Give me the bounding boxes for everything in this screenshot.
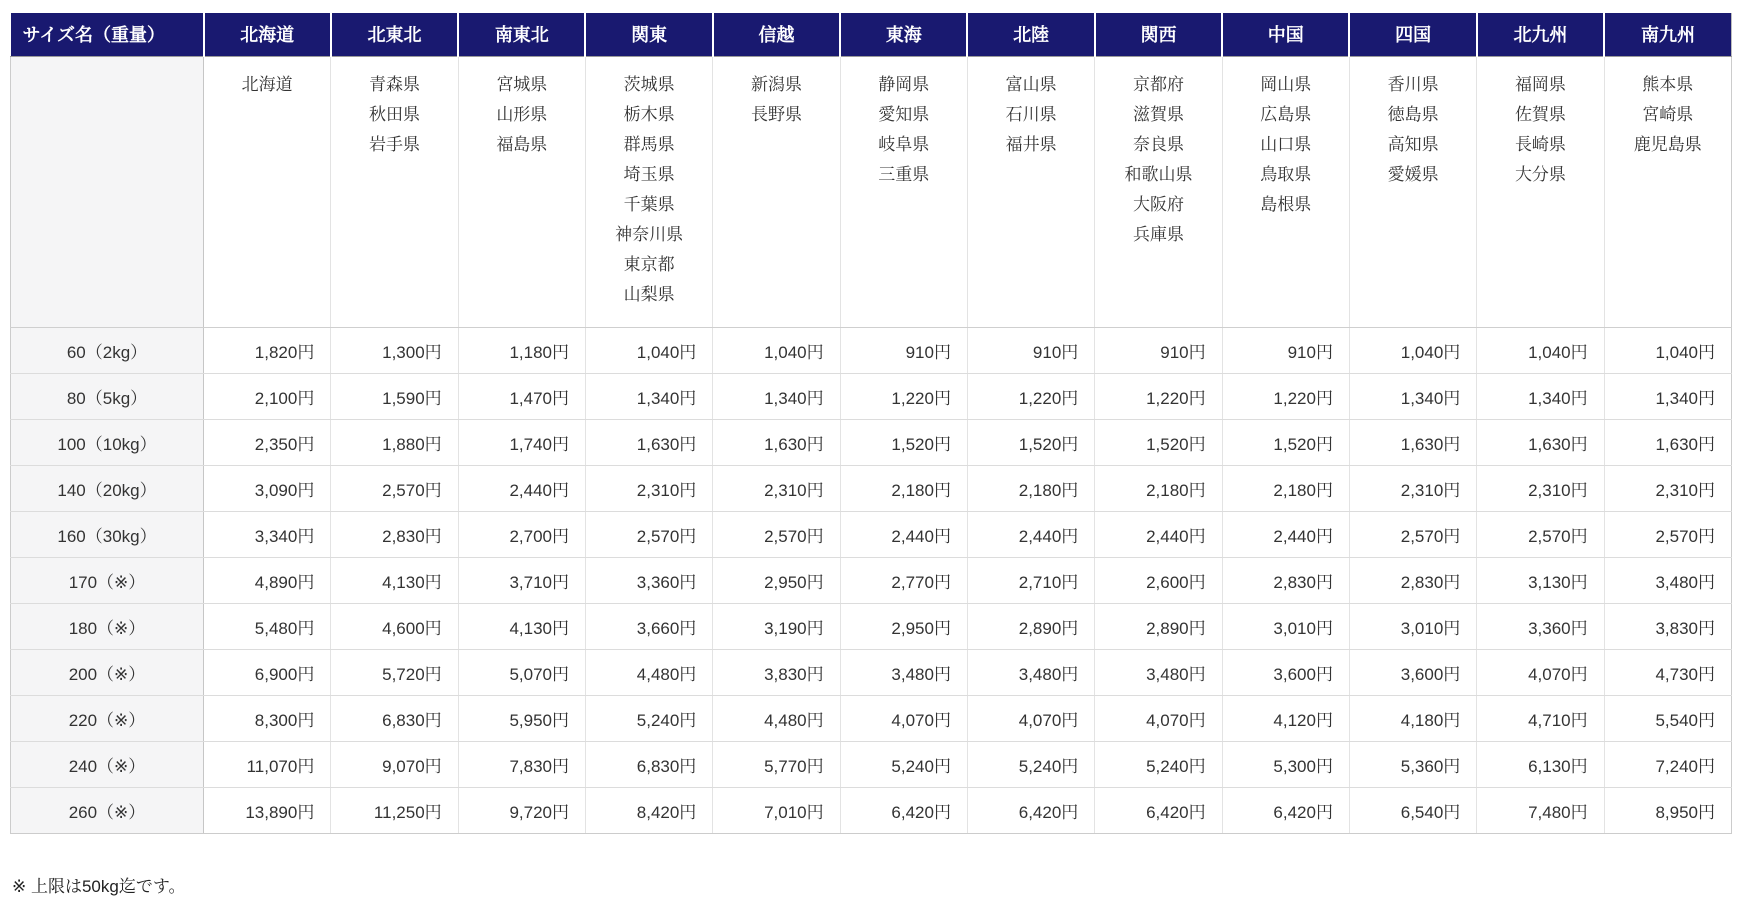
price-cell: 5,070円 <box>458 649 585 695</box>
price-cell: 4,480円 <box>585 649 712 695</box>
region-header-8: 関西 <box>1095 13 1222 56</box>
price-cell: 1,180円 <box>458 327 585 373</box>
prefecture-list-3 <box>458 56 585 327</box>
size-label: 100（10kg） <box>11 419 204 465</box>
prefecture-name: 山口県 <box>1260 134 1312 154</box>
prefecture-name: 千葉県 <box>623 194 675 214</box>
price-cell: 2,310円 <box>585 465 712 511</box>
price-cell: 1,630円 <box>585 419 712 465</box>
price-cell: 5,300円 <box>1222 741 1349 787</box>
prefecture-name: 京都府 <box>1132 74 1184 94</box>
prefecture-name: 北海道 <box>241 74 293 94</box>
rate-row <box>11 695 1732 741</box>
price-cell: 2,890円 <box>967 603 1094 649</box>
prefecture-name: 宮城県 <box>496 74 548 94</box>
prefecture-list-12 <box>1604 56 1731 327</box>
price-cell: 910円 <box>967 327 1094 373</box>
price-cell: 2,770円 <box>840 557 967 603</box>
region-header-12: 南九州 <box>1604 13 1731 56</box>
prefecture-name: 東京都 <box>623 254 675 274</box>
price-cell: 6,130円 <box>1477 741 1604 787</box>
region-header-10: 四国 <box>1349 13 1476 56</box>
price-cell: 1,040円 <box>1477 327 1604 373</box>
prefecture-name: 熊本県 <box>1642 74 1694 94</box>
region-header-9: 中国 <box>1222 13 1349 56</box>
price-cell: 6,540円 <box>1349 787 1476 833</box>
shipping-rates-table <box>10 13 1732 834</box>
price-cell: 2,950円 <box>840 603 967 649</box>
prefecture-name: 埼玉県 <box>623 164 675 184</box>
rate-row <box>11 649 1732 695</box>
prefecture-name: 青森県 <box>368 74 420 94</box>
price-cell: 3,190円 <box>713 603 840 649</box>
prefecture-list-7 <box>967 56 1094 327</box>
price-cell: 2,100円 <box>204 373 331 419</box>
size-label: 180（※） <box>11 603 204 649</box>
prefecture-name: 三重県 <box>878 164 930 184</box>
size-label: 60（2kg） <box>11 327 204 373</box>
table-header-row <box>11 13 1732 56</box>
price-cell: 6,830円 <box>585 741 712 787</box>
price-cell: 2,310円 <box>1477 465 1604 511</box>
price-cell: 5,360円 <box>1349 741 1476 787</box>
prefecture-list-4 <box>585 56 712 327</box>
price-cell: 3,480円 <box>1604 557 1731 603</box>
price-cell: 1,340円 <box>1349 373 1476 419</box>
price-cell: 3,010円 <box>1349 603 1476 649</box>
region-header-3: 南東北 <box>458 13 585 56</box>
prefecture-name: 広島県 <box>1260 104 1312 124</box>
prefecture-name: 山梨県 <box>623 284 675 304</box>
prefecture-list-1 <box>204 56 331 327</box>
price-cell: 5,240円 <box>967 741 1094 787</box>
price-cell: 5,540円 <box>1604 695 1731 741</box>
prefecture-name: 香川県 <box>1387 74 1439 94</box>
price-cell: 2,700円 <box>458 511 585 557</box>
rate-row <box>11 603 1732 649</box>
price-cell: 6,830円 <box>331 695 458 741</box>
price-cell: 2,950円 <box>713 557 840 603</box>
price-cell: 11,250円 <box>331 787 458 833</box>
price-cell: 2,440円 <box>1095 511 1222 557</box>
prefecture-list-6 <box>840 56 967 327</box>
price-cell: 1,630円 <box>713 419 840 465</box>
price-cell: 2,310円 <box>1349 465 1476 511</box>
prefecture-name: 群馬県 <box>623 134 675 154</box>
price-cell: 2,830円 <box>1349 557 1476 603</box>
price-cell: 1,040円 <box>585 327 712 373</box>
price-cell: 2,310円 <box>1604 465 1731 511</box>
price-cell: 2,180円 <box>1222 465 1349 511</box>
price-cell: 3,480円 <box>1095 649 1222 695</box>
prefecture-name: 愛媛県 <box>1387 164 1439 184</box>
prefecture-name: 鳥取県 <box>1260 164 1312 184</box>
prefecture-name: 兵庫県 <box>1132 224 1184 244</box>
price-cell: 2,570円 <box>331 465 458 511</box>
prefecture-name: 石川県 <box>1005 104 1057 124</box>
price-cell: 1,340円 <box>585 373 712 419</box>
price-cell: 3,360円 <box>1477 603 1604 649</box>
prefecture-name: 秋田県 <box>368 104 420 124</box>
prefecture-name: 福島県 <box>496 134 548 154</box>
price-cell: 910円 <box>1222 327 1349 373</box>
prefecture-row <box>11 56 1732 327</box>
price-cell: 2,440円 <box>840 511 967 557</box>
prefecture-name: 愛知県 <box>878 104 930 124</box>
price-cell: 910円 <box>1095 327 1222 373</box>
price-cell: 1,040円 <box>1349 327 1476 373</box>
prefecture-name: 山形県 <box>496 104 548 124</box>
price-cell: 1,340円 <box>713 373 840 419</box>
price-cell: 5,720円 <box>331 649 458 695</box>
prefecture-name: 島根県 <box>1260 194 1312 214</box>
price-cell: 8,950円 <box>1604 787 1731 833</box>
price-cell: 3,340円 <box>204 511 331 557</box>
price-cell: 4,070円 <box>1095 695 1222 741</box>
price-cell: 2,890円 <box>1095 603 1222 649</box>
rate-row <box>11 419 1732 465</box>
price-cell: 4,730円 <box>1604 649 1731 695</box>
prefecture-row-size-cell <box>11 56 204 327</box>
price-cell: 1,630円 <box>1477 419 1604 465</box>
price-cell: 2,310円 <box>713 465 840 511</box>
price-cell: 2,830円 <box>1222 557 1349 603</box>
price-cell: 3,830円 <box>713 649 840 695</box>
price-cell: 3,830円 <box>1604 603 1731 649</box>
price-cell: 2,570円 <box>1477 511 1604 557</box>
prefecture-name: 大分県 <box>1514 164 1566 184</box>
region-header-1: 北海道 <box>204 13 331 56</box>
rate-row <box>11 373 1732 419</box>
price-cell: 5,240円 <box>840 741 967 787</box>
price-cell: 2,440円 <box>1222 511 1349 557</box>
price-cell: 1,220円 <box>840 373 967 419</box>
region-header-6: 東海 <box>840 13 967 56</box>
prefecture-name: 長崎県 <box>1514 134 1566 154</box>
price-cell: 4,710円 <box>1477 695 1604 741</box>
prefecture-list-2 <box>331 56 458 327</box>
price-cell: 9,720円 <box>458 787 585 833</box>
price-cell: 2,440円 <box>967 511 1094 557</box>
price-cell: 4,480円 <box>713 695 840 741</box>
price-cell: 1,340円 <box>1604 373 1731 419</box>
price-cell: 3,480円 <box>840 649 967 695</box>
size-label: 140（20kg） <box>11 465 204 511</box>
rate-row <box>11 741 1732 787</box>
price-cell: 1,300円 <box>331 327 458 373</box>
prefecture-name: 岐阜県 <box>878 134 930 154</box>
prefecture-name: 茨城県 <box>623 74 675 94</box>
price-cell: 6,900円 <box>204 649 331 695</box>
prefecture-name: 滋賀県 <box>1132 104 1184 124</box>
region-header-11: 北九州 <box>1477 13 1604 56</box>
prefecture-list-10 <box>1349 56 1476 327</box>
price-cell: 8,420円 <box>585 787 712 833</box>
price-cell: 2,710円 <box>967 557 1094 603</box>
prefecture-name: 富山県 <box>1005 74 1057 94</box>
price-cell: 1,740円 <box>458 419 585 465</box>
prefecture-name: 岡山県 <box>1260 74 1312 94</box>
prefecture-name: 岩手県 <box>368 134 420 154</box>
prefecture-name: 栃木県 <box>623 104 675 124</box>
price-cell: 2,830円 <box>331 511 458 557</box>
price-cell: 13,890円 <box>204 787 331 833</box>
price-cell: 1,520円 <box>840 419 967 465</box>
price-cell: 4,070円 <box>1477 649 1604 695</box>
rate-row <box>11 465 1732 511</box>
price-cell: 6,420円 <box>1222 787 1349 833</box>
price-cell: 1,520円 <box>967 419 1094 465</box>
prefecture-name: 宮崎県 <box>1642 104 1694 124</box>
size-label: 200（※） <box>11 649 204 695</box>
price-cell: 1,820円 <box>204 327 331 373</box>
prefecture-name: 徳島県 <box>1387 104 1439 124</box>
price-cell: 1,220円 <box>967 373 1094 419</box>
price-cell: 2,570円 <box>1349 511 1476 557</box>
price-cell: 6,420円 <box>840 787 967 833</box>
prefecture-name: 佐賀県 <box>1514 104 1566 124</box>
price-cell: 1,040円 <box>713 327 840 373</box>
price-cell: 3,010円 <box>1222 603 1349 649</box>
price-cell: 2,180円 <box>840 465 967 511</box>
price-cell: 2,570円 <box>585 511 712 557</box>
price-cell: 7,480円 <box>1477 787 1604 833</box>
rate-row <box>11 327 1732 373</box>
price-cell: 3,480円 <box>967 649 1094 695</box>
price-cell: 1,470円 <box>458 373 585 419</box>
prefecture-name: 鹿児島県 <box>1633 134 1702 154</box>
region-header-4: 関東 <box>585 13 712 56</box>
prefecture-name: 福岡県 <box>1514 74 1566 94</box>
region-header-2: 北東北 <box>331 13 458 56</box>
prefecture-list-5 <box>713 56 840 327</box>
size-label: 240（※） <box>11 741 204 787</box>
price-cell: 1,520円 <box>1222 419 1349 465</box>
price-cell: 2,440円 <box>458 465 585 511</box>
price-cell: 4,070円 <box>967 695 1094 741</box>
prefecture-name: 静岡県 <box>878 74 930 94</box>
price-cell: 4,120円 <box>1222 695 1349 741</box>
price-cell: 7,010円 <box>713 787 840 833</box>
price-cell: 4,130円 <box>331 557 458 603</box>
price-cell: 4,600円 <box>331 603 458 649</box>
price-cell: 4,890円 <box>204 557 331 603</box>
price-cell: 1,590円 <box>331 373 458 419</box>
price-cell: 1,520円 <box>1095 419 1222 465</box>
price-cell: 1,630円 <box>1604 419 1731 465</box>
prefecture-name: 神奈川県 <box>615 224 684 244</box>
prefecture-name: 大阪府 <box>1132 194 1184 214</box>
prefecture-name: 新潟県 <box>750 74 802 94</box>
prefecture-list-9 <box>1222 56 1349 327</box>
region-header-5: 信越 <box>713 13 840 56</box>
rate-row <box>11 787 1732 833</box>
price-cell: 6,420円 <box>967 787 1094 833</box>
price-cell: 7,830円 <box>458 741 585 787</box>
price-cell: 4,070円 <box>840 695 967 741</box>
prefecture-name: 高知県 <box>1387 134 1439 154</box>
prefecture-name: 奈良県 <box>1132 134 1184 154</box>
size-label: 170（※） <box>11 557 204 603</box>
price-cell: 2,600円 <box>1095 557 1222 603</box>
price-cell: 1,880円 <box>331 419 458 465</box>
price-cell: 910円 <box>840 327 967 373</box>
size-label: 80（5kg） <box>11 373 204 419</box>
price-cell: 3,710円 <box>458 557 585 603</box>
price-cell: 5,240円 <box>1095 741 1222 787</box>
prefecture-name: 長野県 <box>750 104 802 124</box>
price-cell: 2,350円 <box>204 419 331 465</box>
prefecture-name: 和歌山県 <box>1124 164 1193 184</box>
price-cell: 2,570円 <box>1604 511 1731 557</box>
price-cell: 11,070円 <box>204 741 331 787</box>
region-header-7: 北陸 <box>967 13 1094 56</box>
price-cell: 3,090円 <box>204 465 331 511</box>
size-column-header: サイズ名（重量） <box>11 13 204 56</box>
price-cell: 3,600円 <box>1349 649 1476 695</box>
price-cell: 5,770円 <box>713 741 840 787</box>
price-cell: 5,240円 <box>585 695 712 741</box>
price-cell: 1,630円 <box>1349 419 1476 465</box>
prefecture-name: 福井県 <box>1005 134 1057 154</box>
price-cell: 5,480円 <box>204 603 331 649</box>
prefecture-list-11 <box>1477 56 1604 327</box>
size-label: 160（30kg） <box>11 511 204 557</box>
price-cell: 1,040円 <box>1604 327 1731 373</box>
price-cell: 3,130円 <box>1477 557 1604 603</box>
price-cell: 2,180円 <box>1095 465 1222 511</box>
size-label: 220（※） <box>11 695 204 741</box>
price-cell: 3,660円 <box>585 603 712 649</box>
footnote: ※ 上限は50kg迄です。 <box>12 876 186 896</box>
price-cell: 3,360円 <box>585 557 712 603</box>
price-cell: 7,240円 <box>1604 741 1731 787</box>
price-cell: 9,070円 <box>331 741 458 787</box>
price-cell: 1,340円 <box>1477 373 1604 419</box>
price-cell: 5,950円 <box>458 695 585 741</box>
price-cell: 2,180円 <box>967 465 1094 511</box>
price-cell: 6,420円 <box>1095 787 1222 833</box>
price-cell: 1,220円 <box>1222 373 1349 419</box>
price-cell: 4,180円 <box>1349 695 1476 741</box>
price-cell: 1,220円 <box>1095 373 1222 419</box>
prefecture-list-8 <box>1095 56 1222 327</box>
rate-row <box>11 557 1732 603</box>
rate-row <box>11 511 1732 557</box>
price-cell: 2,570円 <box>713 511 840 557</box>
size-label: 260（※） <box>11 787 204 833</box>
price-cell: 3,600円 <box>1222 649 1349 695</box>
price-cell: 8,300円 <box>204 695 331 741</box>
price-cell: 4,130円 <box>458 603 585 649</box>
